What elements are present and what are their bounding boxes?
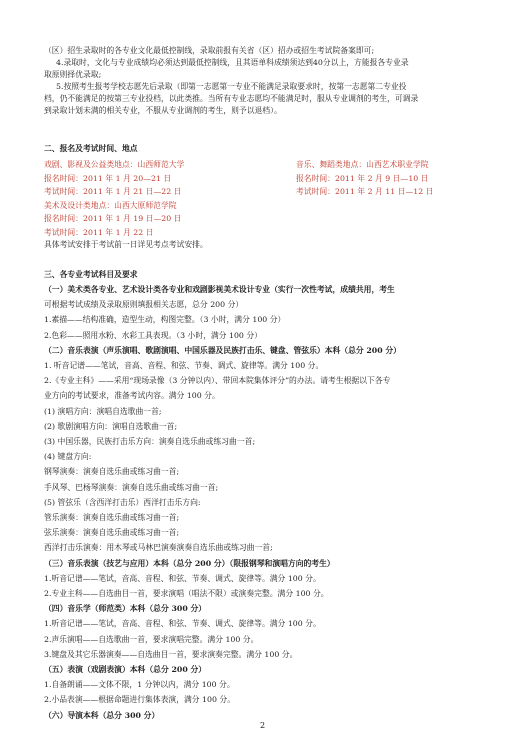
right-col-line-2: 考试时间：2011 年 2 月 11 日—12 日 <box>296 187 434 196</box>
left-col-line-4: 报名时间：2011 年 1 月 19 日—20 日 <box>44 214 182 223</box>
body-line-18: （三）音乐表演（技艺与应用）本科（总分 200 分）（限报钢琴和演唱方向的考生） <box>44 558 335 568</box>
left-col-line-5: 考试时间：2011 年 1 月 22 日 <box>44 227 154 237</box>
paragraph-line-4: 档，仍不能满足的按第三专业投档，以此类推。当所有专业志愿均不能满足时，服从专业调剂的考生，可调录 <box>44 94 419 103</box>
right-col-line-1: 报名时间：2011 年 2 月 9 日—10 日 <box>296 173 429 183</box>
body-line-20: 2.专业主科——自选曲目一首，要求演唱（唱法不限）或演奏完整。满分 100 分。 <box>44 589 329 598</box>
body-line-28: （六）导演本科（总分 300 分） <box>44 710 160 720</box>
body-line-15: 管乐演奏：演奏自选乐曲或练习曲一首; <box>44 513 180 522</box>
body-line-4: （二）音乐表演（声乐演唱、歌剧演唱、中国乐器及民族打击乐、键盘、管弦乐）本科（总分 200 分） <box>44 345 401 355</box>
body-line-21: （四）音乐学（师范类）本科（总分 300 分） <box>44 604 207 614</box>
body-line-0: （一）美术类各专业、艺术设计类各专业和戏剧影视美术设计专业（实行一次性考试，成绩共用，考生 <box>44 285 395 294</box>
body-line-19: 1.听音记谱——笔试，音高、音程、和弦、节奏、调式、旋律等。满分 100 分。 <box>44 573 321 583</box>
body-line-13: 手风琴、巴杨琴演奏：演奏自选乐曲或练习曲一首; <box>44 482 219 492</box>
body-line-16: 弦乐演奏：演奏自选乐曲或练习曲一首; <box>44 528 180 538</box>
body-line-6: 2.《专业主科》——采用“现场录像（3 分钟以内）、带回本院集体评分”的办法。请考生根据以下各专 <box>44 376 391 386</box>
paragraph-line-1: 4.录取时，文化与专业成绩均必须达到最低控制线，且其语单科成绩须达到40分以上，方能报各专业录 <box>56 58 409 67</box>
paragraph-line-2: 取原则择优录取; <box>44 70 102 79</box>
left-col-line-2: 考试时间：2011 年 1 月 21 日—22 日 <box>44 187 182 196</box>
body-line-5: 1. 听音记谱——笔试，音高、音程、和弦、节奏、调式、旋律等。满分 100 分。 <box>44 361 324 370</box>
left-col-line-1: 报名时间：2011 年 1 月 20—21 日 <box>44 173 172 183</box>
body-line-24: 3.键盘及其它乐器演奏——自选曲目一首，要求演奏完整。满分 100 分。 <box>44 649 298 659</box>
paragraph-line-5: 到录取计划未满的相关专业，不服从专业调剂的考生，则予以退档）。 <box>44 106 282 115</box>
body-line-17: 西洋打击乐演奏：用木琴或马林巴演奏演奏自选乐曲或练习曲一首; <box>44 543 273 553</box>
body-line-22: 1.听音记谱——笔试，音高、音程、和弦、节奏、调式、旋律等。满分 100 分。 <box>44 619 321 629</box>
section-2-title: 二、报名及考试时间、地点 <box>44 144 138 153</box>
body-line-11: (4) 键盘方向: <box>44 452 92 462</box>
paragraph-line-0: （区）招生录取时的各专业文化最低控制线，录取前报有关省（区）招办或招生考试院备案即可; <box>44 46 375 55</box>
body-line-14: (5) 管弦乐（含西洋打击乐）西洋打击乐方向: <box>44 497 201 507</box>
note-line: 具体考试安排于考试前一日详见考点考试安排。 <box>44 240 208 249</box>
body-line-8: (1) 演唱方向：演唱自选歌曲一首; <box>44 406 162 416</box>
body-line-9: (2) 歌剧演唱方向：演唱自选歌曲一首; <box>44 421 178 431</box>
body-line-1: 可根据考试成绩及录取原则填报相关志愿，总分 200 分） <box>44 300 244 310</box>
page-number: 2 <box>259 721 266 730</box>
body-line-25: （五）表演（戏剧表演）本科（总分 200 分） <box>44 665 207 674</box>
section-3-title: 三、各专业考试科目及要求 <box>44 270 138 279</box>
body-line-27: 2.小品表演——根据命题进行集体表演，满分 100 分。 <box>44 695 236 705</box>
body-line-2: 1.素描——结构准确，造型生动，构图完整。（3 小时，满分 100 分） <box>44 315 286 325</box>
paragraph-line-3: 5.按照考生报考学校志愿先后录取（即第一志愿第一专业不能满足录取要求时，按第一志愿第二专业投 <box>56 82 407 91</box>
body-line-7: 业方向的考试要求，准备考试内容。满分 100 分。 <box>44 391 220 401</box>
body-line-26: 1.自备朗诵——文体不限，1 分钟以内，满分 100 分。 <box>44 680 235 690</box>
left-col-line-0: 戏剧、影视及公益类地点：山西师范大学 <box>44 160 185 169</box>
body-line-10: (3) 中国乐器，民族打击乐方向：演奏自选乐曲或练习曲一首; <box>44 437 256 446</box>
body-line-3: 2.色彩——照用水粉、水彩工具表现。（3 小时，满分 100 分） <box>44 330 262 340</box>
right-col-line-0: 音乐、舞蹈类地点：山西艺术职业学院 <box>296 160 429 169</box>
body-line-23: 2.声乐演唱——自选歌曲一首，要求演唱完整。满分 100 分。 <box>44 634 259 644</box>
body-line-12: 钢琴演奏：演奏自选乐曲或练习曲一首; <box>44 467 180 477</box>
left-col-line-3: 美术及设计类地点：山西大原师范学院 <box>44 200 177 210</box>
